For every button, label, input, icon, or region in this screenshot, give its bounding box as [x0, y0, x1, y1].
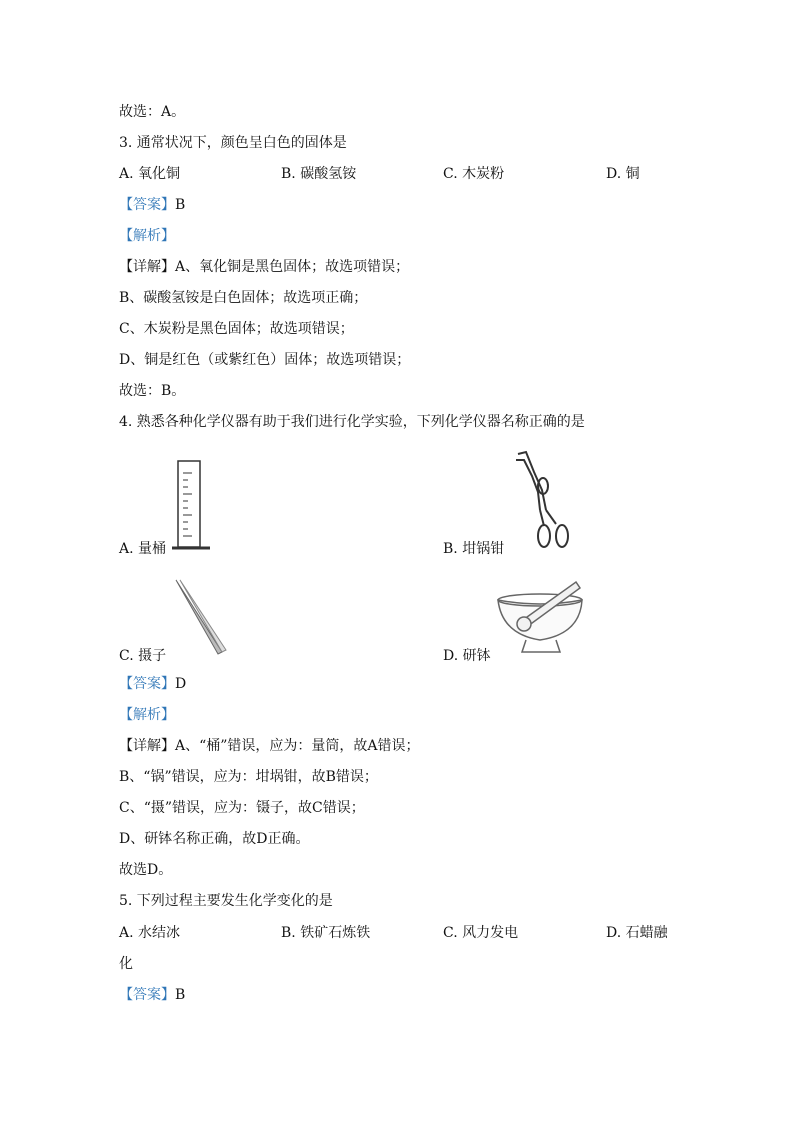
answer-value: B [175, 987, 186, 1003]
detail-label: 【详解】 [119, 738, 175, 754]
detail-line [119, 258, 409, 276]
detail-line: D、研钵名称正确，故D正确。 [119, 831, 310, 847]
option-a: A. 量桶 [119, 541, 167, 557]
answer-value: B [175, 197, 186, 213]
option-b: B. 铁矿石炼铁 [281, 925, 371, 941]
detail-line: B、“锅”错误，应为：坩埚钳，故B错误； [119, 769, 378, 785]
option-d: D. 研钵 [443, 648, 491, 664]
answer-label: 【答案】 [119, 987, 175, 1003]
mortar-and-pestle-image [494, 578, 586, 658]
detail-line [119, 737, 420, 755]
option-c: C. 摄子 [119, 648, 167, 664]
option-a: A. 水结冰 [119, 925, 181, 941]
option-c: C. 风力发电 [443, 925, 519, 941]
answer-line [119, 196, 185, 214]
answer-label: 【答案】 [119, 197, 175, 213]
conclusion: 故选：B。 [119, 383, 186, 399]
option-b: B. 坩锅钳 [443, 541, 505, 557]
detail-text: A、“桶”错误，应为：量筒，故A错误； [175, 738, 420, 754]
graduated-cylinder-image [168, 458, 214, 552]
crucible-tongs-image [512, 450, 574, 552]
answer-value: D [175, 676, 187, 692]
option-b: B. 碳酸氢铵 [281, 166, 357, 182]
detail-label: 【详解】 [119, 259, 175, 275]
conclusion: 故选D。 [119, 862, 173, 878]
tweezers-image [172, 578, 230, 658]
detail-line: D、铜是红色（或紫红色）固体；故选项错误； [119, 352, 411, 368]
analysis-label: 【解析】 [119, 707, 175, 723]
option-a: A. 氧化铜 [119, 166, 181, 182]
answer-label: 【答案】 [119, 676, 175, 692]
question-3: 3. 通常状况下，颜色呈白色的固体是 [119, 135, 347, 151]
option-d: D. 石蜡融 [606, 925, 668, 941]
detail-text: A、氧化铜是黑色固体；故选项错误； [175, 259, 410, 275]
option-d-wrap: 化 [119, 956, 133, 972]
answer-line [119, 986, 185, 1004]
question-5: 5. 下列过程主要发生化学变化的是 [119, 893, 333, 909]
text-line: 故选：A。 [119, 104, 186, 120]
detail-line: C、“摄”错误，应为：镊子，故C错误； [119, 800, 365, 816]
detail-line: C、木炭粉是黑色固体；故选项错误； [119, 321, 354, 337]
answer-line [119, 675, 186, 693]
detail-line: B、碳酸氢铵是白色固体；故选项正确； [119, 290, 368, 306]
analysis-label: 【解析】 [119, 228, 175, 244]
question-4: 4. 熟悉各种化学仪器有助于我们进行化学实验，下列化学仪器名称正确的是 [119, 414, 585, 430]
option-d: D. 铜 [606, 166, 640, 182]
option-c: C. 木炭粉 [443, 166, 505, 182]
